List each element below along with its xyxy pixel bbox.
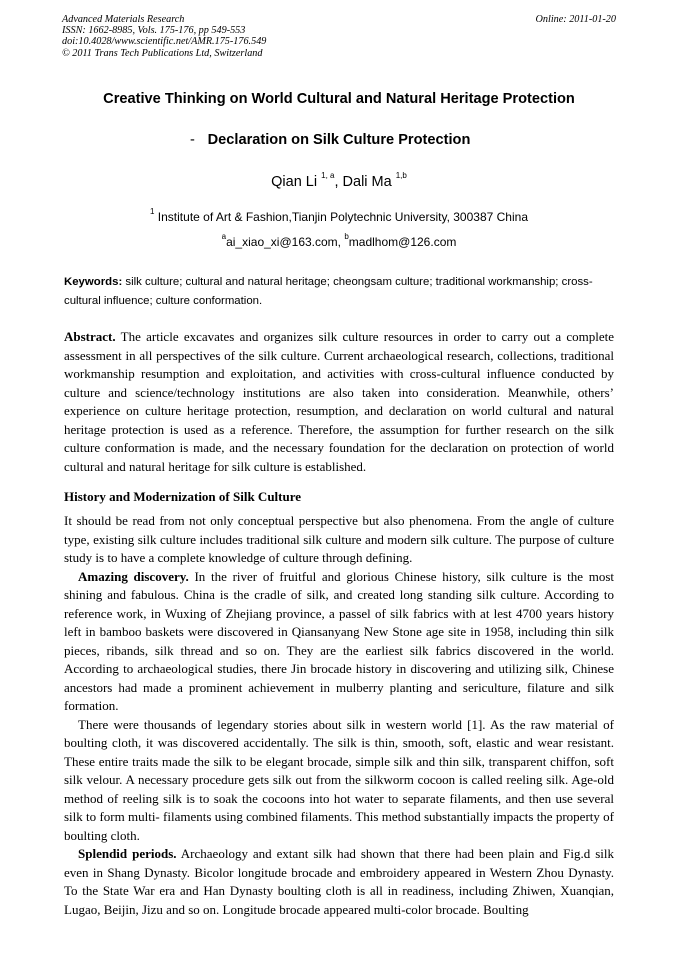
affiliation-text: Institute of Art & Fashion,Tianjin Polytechnic University, 300387 China [157,210,528,224]
paper-title-line1: Creative Thinking on World Cultural and Natural Heritage Protection [103,91,575,107]
abstract-text: The article excavates and organizes silk culture resources in order to carry out a complete assessment in all perspectives of the silk culture. Current archaeological research, collections, traditional workmanship resumption and exploitation, and activities with cross-cultural influence conducted by culture and science/technology institutions are also taken into consideration. Meanwhile, others’ experience on culture heritage protection, resumption, and declaration on world cultural and natural heritage protection is used as a reference. Therefore, the assumption for further research on the silk culture conformation is made, and the necessary foundation for the declaration on protection of world cultural and natural heritage for silk culture is established. [64,329,614,474]
paragraph-2-text: In the river of fruitful and glorious Chinese history, silk culture is the most shining and fabulous. China is the cradle of silk, and created long standing silk culture. According to reference work, in Wuxing of Zhejiang province, a passel of silk fabrics with at lest 4700 years history left in bamboo baskets were discovered in Qiansanyang New Stone age site in 1958, including thin silk pieces, ribands, silk thread and so on. They are the earliest silk fabrics discovered in the world. According to archaeological studies, there Jin brocade history in discovering and utilizing silk, Chinese ancestors had made a prominent achievement in mulberry planting and sericulture, filature and silk formation. [64,568,614,713]
doi-line: doi:10.4028/www.scientific.net/AMR.175-176.549 [62,36,267,48]
email-a-sup: a [221,232,227,241]
email-a: ai_xiao_xi@163.com, [226,235,345,249]
author-2-sup: 1,b [395,171,407,180]
keywords-text: silk culture; cultural and natural heritage; cheongsam culture; traditional workmanship; cross-cultural influence; culture conformation. [64,276,593,307]
paragraph-4 [64,845,614,919]
author-2-name: Dali Ma [342,174,392,190]
paper-title-line2 [40,132,638,148]
author-1-sup: 1, a [321,171,335,180]
section-heading: History and Modernization of Silk Culture [64,489,302,504]
paragraph-4-label: Splendid periods. [78,846,177,861]
journal-name: Advanced Materials Research [62,14,185,25]
email-b-sup: b [344,232,349,241]
paragraph-1: It should be read from not only conceptual perspective but also phenomena. From the angle of culture type, existing silk culture includes traditional silk culture and modern silk culture. The purpose of culture study is to have a complete knowledge of culture through defining. [64,513,614,565]
affiliation [40,207,638,224]
paragraph-2 [64,568,614,716]
author-separator: , [334,174,343,190]
affiliation-sup: 1 [150,207,155,216]
author-1-name: Qian Li [271,174,318,190]
keywords [64,273,614,311]
journal-header [62,14,616,59]
author-emails [40,232,638,249]
email-b: madlhom@126.com [348,235,457,249]
title-dash: - [190,132,195,148]
section-body [64,512,614,919]
online-date: Online: 2011-01-20 [535,14,616,25]
paragraph-4-text: Archaeology and extant silk had shown that there had been plain and Fig.d silk even in Shang Dynasty. Bicolor longitude brocade and embroidery appeared in Western Zhou Dynasty. To the State War era and Han Dynasty boulting cloth is all in readiness, including Zhiwen, Xuanqian, Lugao, Beijin, Jizu and so on. Longitude brocade appeared multi-color brocade. Boulting [64,846,614,917]
paragraph-2-label: Amazing discovery. [78,568,189,584]
author-list [40,171,638,190]
keywords-label: Keywords: [64,276,123,288]
copyright-line: © 2011 Trans Tech Publications Ltd, Switzerland [62,47,263,59]
issn-line: ISSN: 1662-8985, Vols. 175-176, pp 549-553 [62,25,246,37]
paper-subtitle: Declaration on Silk Culture Protection [207,132,471,148]
abstract-label: Abstract. [64,329,116,344]
abstract [64,328,614,476]
paragraph-3: There were thousands of legendary stories about silk in western world [1]. As the raw material of boulting cloth, it was discovered accidentally. The silk is thin, smooth, soft, elastic and wear resistant. These entire traits made the silk to be elegant brocade, simple silk and thin silk, transparent chiffon, soft silk velour. A necessary procedure gets silk out from the silkworm cocoon is called reeling silk. Age-old method of reeling silk is to soak the cocoons into hot water to separate filaments, and then use several silk to form multi- filaments using combined filaments. This method substantially impacts the property of boulting cloth. [64,716,614,843]
